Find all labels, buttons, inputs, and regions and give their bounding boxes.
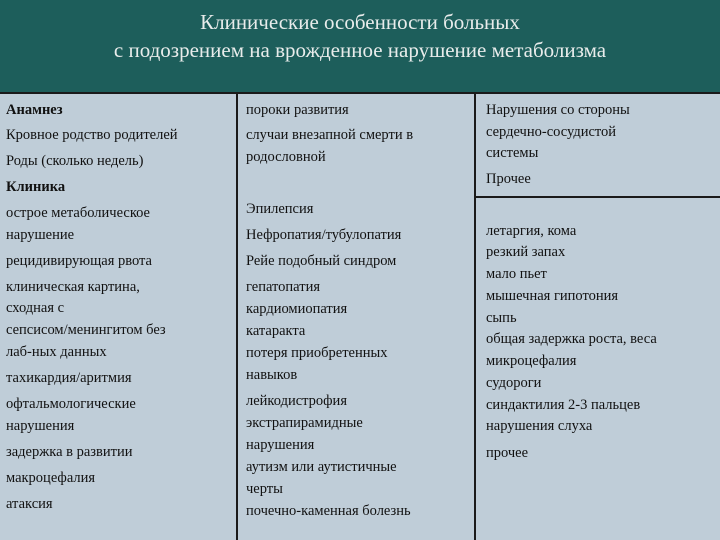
table-top-border xyxy=(0,92,720,94)
table-cell-line: судороги xyxy=(486,375,542,391)
table-cell-line: микроцефалия xyxy=(486,353,577,369)
table-cell-line: Эпилепсия xyxy=(246,201,314,217)
table-cell-line: лаб-ных данных xyxy=(6,344,107,360)
table-cell-line: макроцефалия xyxy=(6,470,96,486)
table-cell-line: кардиомиопатия xyxy=(246,301,348,317)
table-cell-line: сепсисом/менингитом без xyxy=(6,322,166,338)
table-cell-line: резкий запах xyxy=(486,244,566,260)
table-cell-line: прочее xyxy=(486,445,529,461)
table-cell-line: Прочее xyxy=(486,171,531,187)
table-cell-line: нарушения слуха xyxy=(486,418,593,434)
table-cell-line: задержка в развитии xyxy=(6,444,133,460)
features-table xyxy=(0,92,720,540)
table-cell-line: мало пьет xyxy=(486,266,547,282)
table-cell-line: сыпь xyxy=(486,310,517,326)
table-cell-line: гепатопатия xyxy=(246,279,320,295)
table-cell-line: системы xyxy=(486,145,539,161)
table-cell-line: сердечно-сосудистой xyxy=(486,124,617,140)
title-line-2: с подозрением на врожденное нарушение метаболизма xyxy=(113,38,607,62)
table-cell-line: клиническая картина, xyxy=(6,279,140,295)
column-divider-2 xyxy=(474,92,476,540)
table-cell-line: Роды (сколько недель) xyxy=(6,153,144,169)
table-cell-line: общая задержка роста, веса xyxy=(486,331,657,347)
table-cell-line: Кровное родство родителей xyxy=(6,127,178,143)
table-cell-line: аутизм или аутистичные xyxy=(246,459,397,475)
table-cell-line: летаргия, кома xyxy=(486,223,577,239)
table-cell-line: мышечная гипотония xyxy=(486,288,619,304)
column-divider-1 xyxy=(236,92,238,540)
table-cell-line: тахикардия/аритмия xyxy=(6,370,132,386)
table-cell-line: Нефропатия/тубулопатия xyxy=(246,227,402,243)
table-cell-line: острое метаболическое xyxy=(6,205,150,221)
table-cell-line: экстрапирамидные xyxy=(246,415,363,431)
table-cell-line: атаксия xyxy=(6,496,53,512)
table-cell-line: нарушения xyxy=(6,418,75,434)
table-cell-line: навыков xyxy=(246,367,298,383)
row-divider-col3 xyxy=(474,196,720,198)
title-line-1: Клинические особенности больных xyxy=(200,10,520,34)
table-cell-line: сходная с xyxy=(6,300,65,316)
table-cell-line: рецидивирующая рвота xyxy=(6,253,152,269)
table-cell-line: синдактилия 2-3 пальцев xyxy=(486,397,641,413)
table-cell-line: Клиника xyxy=(6,179,66,195)
table-cell-line: офтальмологические xyxy=(6,396,136,412)
table-cell-line: родословной xyxy=(246,149,326,165)
table-cell-line: пороки развития xyxy=(246,102,349,118)
table-cell-line: Анамнез xyxy=(6,102,63,118)
table-cell-line: случаи внезапной смерти в xyxy=(246,127,414,143)
table-cell-line: нарушение xyxy=(6,227,75,243)
table-cell-line: лейкодистрофия xyxy=(246,393,347,409)
table-cell-line: Нарушения со стороны xyxy=(486,102,630,118)
table-cell-line: почечно-каменная болезнь xyxy=(246,503,411,519)
table-cell-line: черты xyxy=(246,481,283,497)
table-cell-line: нарушения xyxy=(246,437,315,453)
table-cell-line: Рейе подобный синдром xyxy=(246,253,397,269)
table-cell-line: потеря приобретенных xyxy=(246,345,388,361)
page-title xyxy=(0,8,720,64)
table-cell-line: катаракта xyxy=(246,323,306,339)
